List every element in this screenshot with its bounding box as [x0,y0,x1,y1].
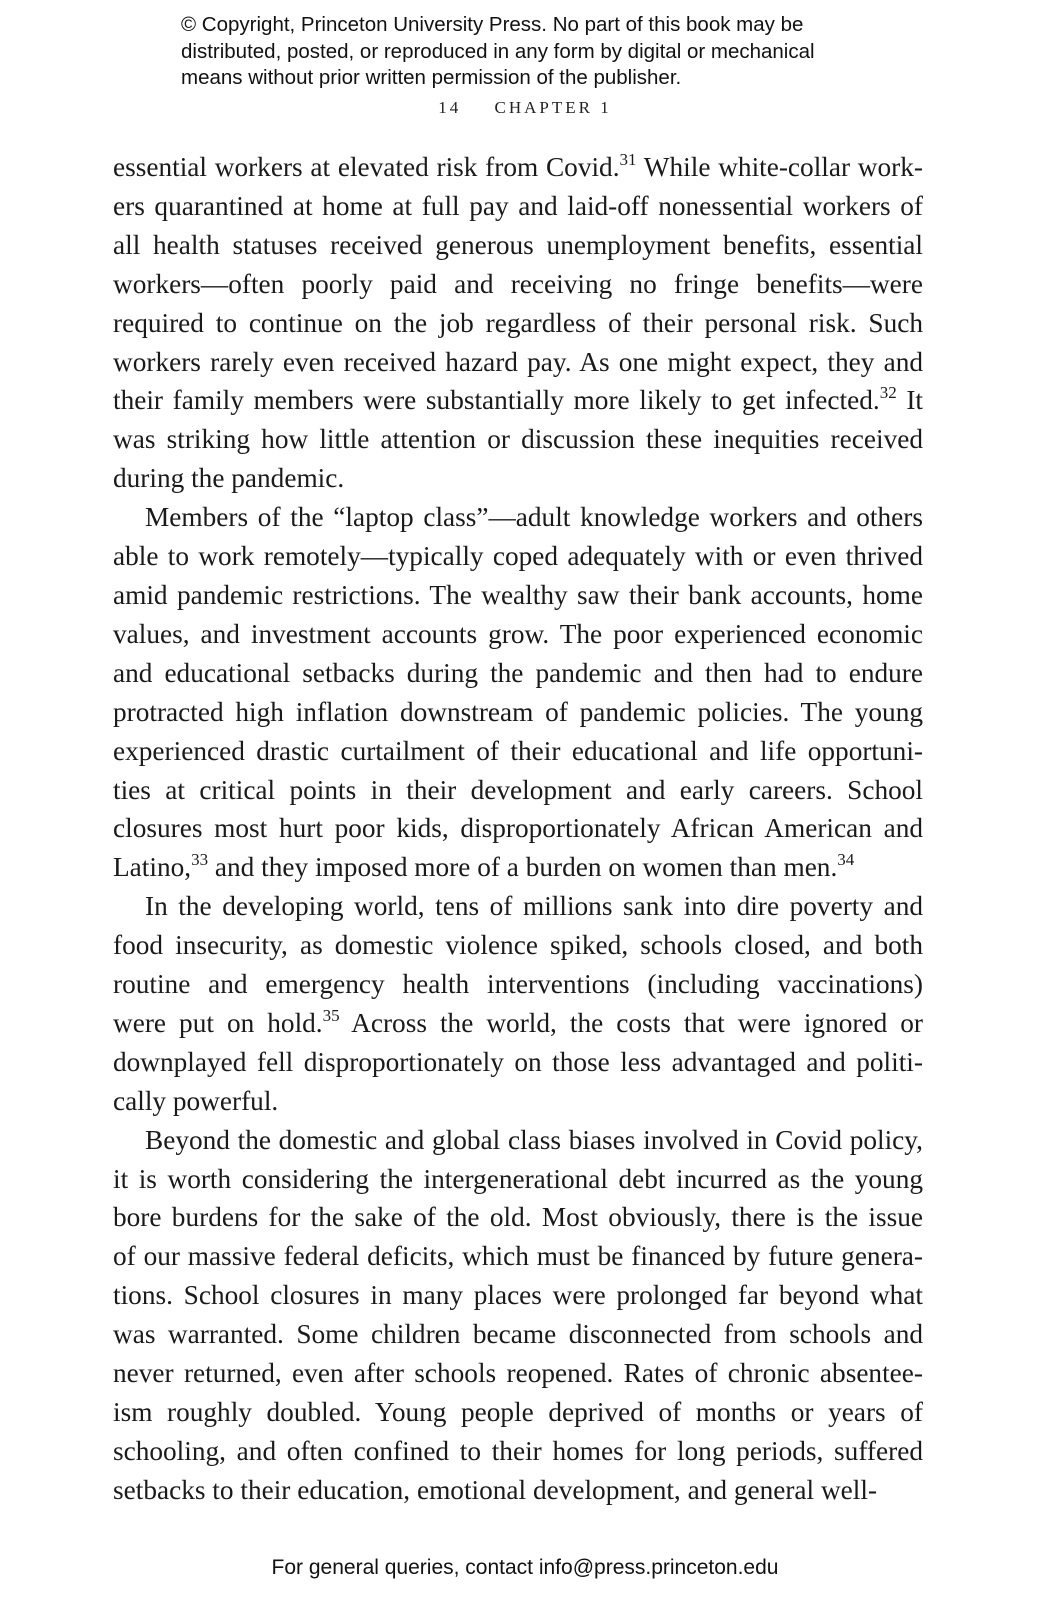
text-line [113,1432,923,1471]
chapter-label: CHAPTER 1 [494,98,612,117]
text-run: downplayed fell disproportionately on those less advantaged and politi- [113,1046,923,1077]
text-line [113,809,923,848]
footer-contact: For general queries, contact info@press.princeton.edu [271,1556,779,1579]
copyright-notice [181,12,941,92]
text-run: workers—often poorly paid and receiving no fringe benefits—were [113,268,923,299]
running-head [0,98,1050,118]
text-run: was warranted. Some children became disconnected from schools and [113,1319,923,1350]
text-run: It [896,385,924,416]
text-run: protracted high inflation downstream of pandemic policies. The young [113,696,923,727]
text-run: their family members were substantially more likely to get infected. [113,385,880,416]
text-line [113,381,923,420]
text-run: setbacks to their education, emotional development, and general well- [113,1474,878,1505]
text-run: routine and emergency health interventions (including vaccinations) [113,969,923,1000]
text-run: and they imposed more of a burden on women than men. [208,852,838,883]
paragraph [113,498,923,887]
text-run: Latino, [113,852,192,883]
text-line [113,848,923,887]
text-line [113,1315,923,1354]
paragraph [113,148,923,498]
paragraph [113,1121,923,1510]
text-line [113,1043,923,1082]
text-line [113,693,923,732]
text-run: was striking how little attention or discussion these inequities received [113,424,923,455]
text-line [113,498,923,537]
text-line [113,965,923,1004]
text-line [113,148,923,187]
footnote-ref: 34 [837,850,855,870]
text-run: amid pandemic restrictions. The wealthy saw their bank accounts, home [113,579,923,610]
body-text [113,148,923,1510]
footnote-ref: 35 [322,1005,340,1025]
text-run: values, and investment accounts grow. The poor experienced economic [113,618,923,649]
text-run: ties at critical points in their development and early careers. School [113,774,923,805]
text-run: While white-collar work- [636,152,923,182]
text-run: it is worth considering the intergenerational debt incurred as the young [113,1163,923,1194]
text-line [113,926,923,965]
text-line [113,187,923,226]
text-line [113,459,923,498]
text-run: ers quarantined at home at full pay and laid-off nonessential workers of [113,190,923,221]
text-line [113,1393,923,1432]
copyright-line: distributed, posted, or reproduced in any form by digital or mechanical [181,39,815,63]
text-line [113,654,923,693]
text-run: ism roughly doubled. Young people deprived of months or years of [113,1397,923,1427]
text-line [113,420,923,459]
text-run: Beyond the domestic and global class biases involved in Covid policy, [145,1124,923,1155]
footnote-ref: 32 [879,383,897,403]
text-run: In the developing world, tens of millions sank into dire poverty and [145,891,923,922]
text-line [113,615,923,654]
text-line [113,1082,923,1121]
text-line [113,537,923,576]
text-line [113,887,923,926]
text-run: never returned, even after schools reopened. Rates of chronic absentee- [113,1358,923,1389]
text-line [113,1354,923,1393]
text-run: essential workers at elevated risk from Covid. [113,152,620,182]
text-line [113,771,923,810]
text-line [113,1276,923,1315]
text-run: closures most hurt poor kids, disproportionately African American and [113,813,923,844]
text-line [113,576,923,615]
text-line [113,1198,923,1237]
text-run: were put on hold. [113,1007,323,1038]
text-run: experienced drastic curtailment of their educational and life opportuni- [113,735,923,766]
text-line [113,1160,923,1199]
text-run: of our massive federal deficits, which must be financed by future genera- [113,1241,923,1272]
text-run: during the pandemic. [113,463,345,494]
text-run: schooling, and often confined to their homes for long periods, suffered [113,1435,923,1466]
paragraph [113,887,923,1120]
text-run: cally powerful. [113,1085,279,1116]
text-run: all health statuses received generous unemployment benefits, essential [113,229,923,260]
text-run: bore burdens for the sake of the old. Most obviously, there is the issue [113,1202,923,1233]
text-line [113,343,923,382]
text-line [113,1004,923,1043]
text-line [113,265,923,304]
text-run: Members of the “laptop class”—adult knowledge workers and others [145,502,923,533]
text-run: and educational setbacks during the pandemic and then had to endure [113,657,923,688]
page-number: 14 [438,98,462,117]
text-run: able to work remotely—typically coped adequately with or even thrived [113,541,923,572]
text-line [113,732,923,771]
text-line [113,1471,923,1510]
text-run: tions. School closures in many places were prolonged far beyond what [113,1280,923,1311]
text-run: required to continue on the job regardless of their personal risk. Such [113,307,923,338]
footnote-ref: 31 [619,150,637,169]
text-line [113,226,923,265]
footnote-ref: 33 [191,850,209,870]
text-run: food insecurity, as domestic violence spiked, schools closed, and both [113,930,923,961]
text-line [113,304,923,343]
text-line [113,1237,923,1276]
copyright-line: © Copyright, Princeton University Press. No part of this book may be [181,13,804,36]
text-run: Across the world, the costs that were ignored or [339,1007,923,1038]
copyright-line: means without prior written permission of the publisher. [181,66,682,89]
text-line [113,1121,923,1160]
text-run: workers rarely even received hazard pay. As one might expect, they and [113,346,923,377]
